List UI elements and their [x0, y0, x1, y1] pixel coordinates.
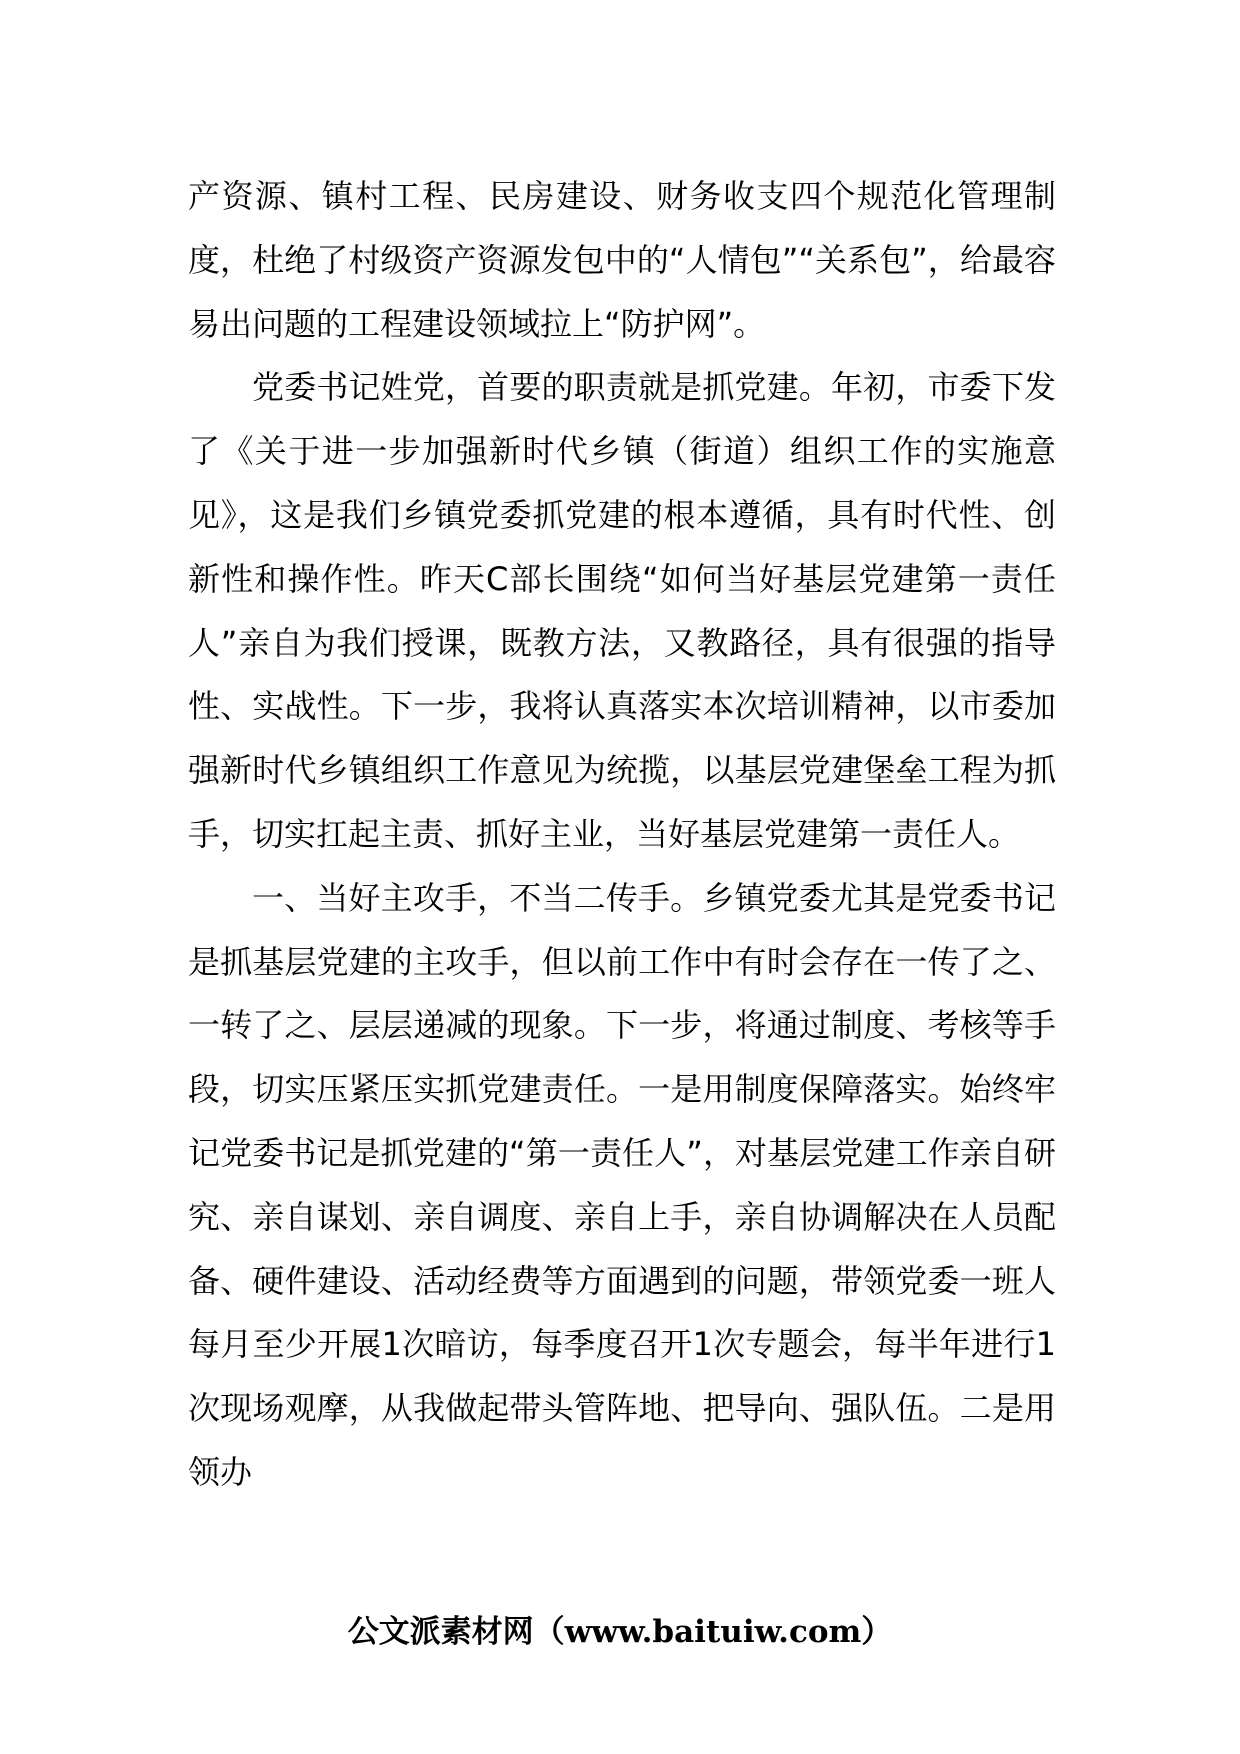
paragraph-text: 党委书记姓党，首要的职责就是抓党建。年初，市委下发了《关于进一步加强新时代乡镇（街道）组织工作的实施意见》，这是我们乡镇党委抓党建的根本遵循，具有时代性、创新性和操作性。昨天C部长围绕“如何当好基层党建第一责任人”亲自为我们授课，既教方法，又教路径，具有很强的指导性、实战性。下一步，我将认真落实本次培训精神，以市委加强新时代乡镇组织工作意见为统揽，以基层党建堡垒工程为抓手，切实扛起主责、抓好主业，当好基层党建第一责任人。 — [188, 368, 1056, 853]
paragraph-section-one — [188, 867, 1056, 1505]
paragraph-continuation — [188, 165, 1056, 356]
paragraph-party-building — [188, 356, 1056, 866]
footer-watermark: 公文派素材网（www.baituiw.com） — [347, 1614, 893, 1650]
paragraph-text: 产资源、镇村工程、民房建设、财务收支四个规范化管理制度，杜绝了村级资产资源发包中的“人情包”“关系包”，给最容易出问题的工程建设领域拉上“防护网”。 — [188, 177, 1056, 343]
section-heading-lead: 一、当好主攻手，不当二传手。 — [252, 878, 703, 917]
paragraph-text: 乡镇党委尤其是党委书记是抓基层党建的主攻手，但以前工作中有时会存在一传了之、一转了之、层层递减的现象。下一步，将通过制度、考核等手段，切实压紧压实抓党建责任。一是用制度保障落实。始终牢记党委书记是抓党建的“第一责任人”，对基层党建工作亲自研究、亲自谋划、亲自调度、亲自上手，亲自协调解决在人员配备、硬件建设、活动经费等方面遇到的问题，带领党委一班人每月至少开展1次暗访，每季度召开1次专题会，每半年进行1次现场观摩，从我做起带头管阵地、把导向、强队伍。二是用领办 — [188, 878, 1056, 1491]
document-body — [188, 165, 1056, 1505]
